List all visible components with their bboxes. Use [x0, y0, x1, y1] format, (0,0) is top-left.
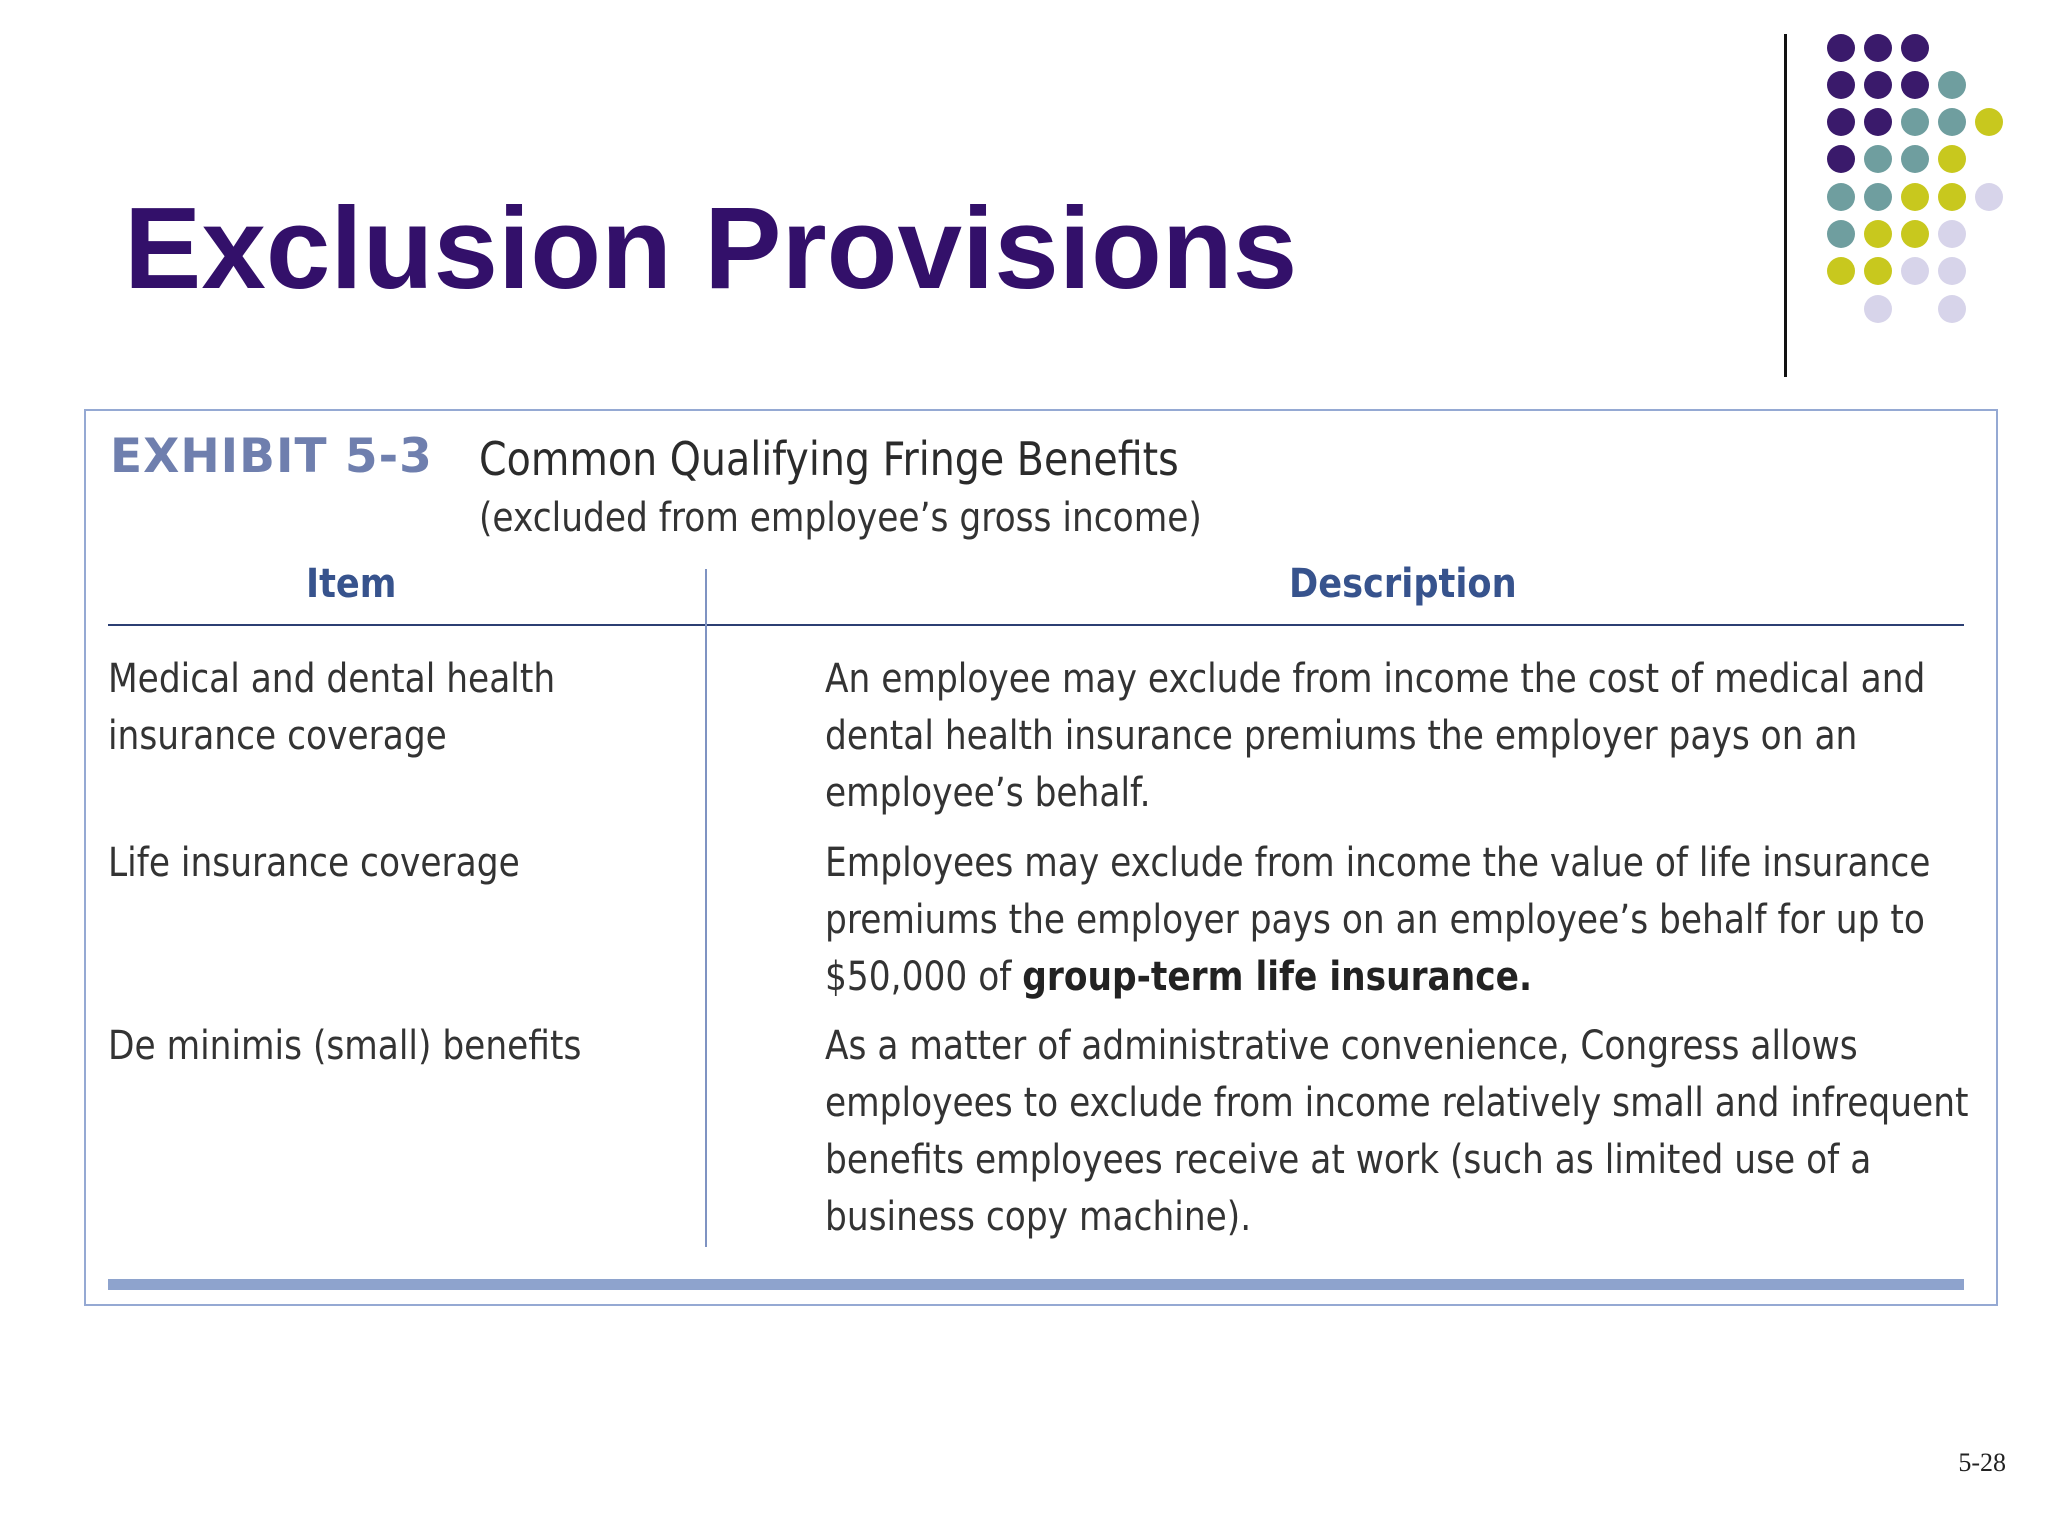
decor-dot	[1827, 257, 1855, 285]
decor-dot	[1901, 220, 1929, 248]
decor-dot	[1938, 220, 1966, 248]
exhibit-5-3	[84, 409, 1998, 1306]
decor-dot	[1901, 71, 1929, 99]
description-line-last	[825, 949, 1969, 1006]
exhibit-label: EXHIBIT 5-3	[110, 429, 433, 484]
row-description-life-insurance	[825, 835, 1969, 1006]
exhibit-subtitle: (excluded from employee’s gross income)	[479, 495, 1202, 541]
decor-dot	[1827, 220, 1855, 248]
decor-dot	[1827, 108, 1855, 136]
exhibit-title: Common Qualifying Fringe Benefits	[479, 432, 1179, 486]
title-divider	[1784, 34, 1787, 377]
decor-dot	[1901, 183, 1929, 211]
decor-dot	[1901, 257, 1929, 285]
decor-dot	[1864, 145, 1892, 173]
description-line: benefits employees receive at work (such as limited use of a	[825, 1137, 1872, 1183]
decor-dot	[1901, 108, 1929, 136]
decor-dot	[1864, 257, 1892, 285]
row-description-medical-dental	[825, 651, 1969, 822]
description-line: employees to exclude from income relatively small and infrequent	[825, 1080, 1969, 1126]
decor-dot	[1975, 183, 2003, 211]
description-text: $50,000 of	[825, 954, 1023, 1000]
column-header-item: Item	[306, 561, 397, 607]
decor-dot	[1827, 183, 1855, 211]
decor-dot	[1901, 34, 1929, 62]
decor-dot	[1938, 183, 1966, 211]
description-line: As a matter of administrative convenience, Congress allows	[825, 1023, 1858, 1069]
description-line: business copy machine).	[825, 1194, 1252, 1240]
decor-dot	[1827, 34, 1855, 62]
column-divider	[705, 569, 707, 1247]
row-item-life-insurance: Life insurance coverage	[108, 840, 520, 886]
decor-dot	[1864, 183, 1892, 211]
decor-dot	[1827, 71, 1855, 99]
decor-dot	[1864, 108, 1892, 136]
decor-dot	[1827, 145, 1855, 173]
header-rule	[108, 624, 1964, 626]
decor-dot	[1938, 257, 1966, 285]
row-item-medical-dental: Medical and dental health insurance coverage	[108, 656, 556, 759]
column-header-description: Description	[1289, 561, 1517, 607]
description-line: dental health insurance premiums the employer pays on an	[825, 713, 1858, 759]
slide-title: Exclusion Provisions	[124, 183, 1298, 313]
decor-dot	[1864, 220, 1892, 248]
description-line: employee’s behalf.	[825, 770, 1151, 816]
decor-dot	[1975, 108, 2003, 136]
description-line: premiums the employer pays on an employee’s behalf for up to	[825, 897, 1925, 943]
decor-dot	[1938, 71, 1966, 99]
decor-dot	[1864, 34, 1892, 62]
decor-dot	[1938, 295, 1966, 323]
exhibit-bottom-bar	[108, 1279, 1964, 1290]
slide-number: 5-28	[1958, 1448, 2006, 1477]
decor-dot	[1864, 295, 1892, 323]
description-line: An employee may exclude from income the cost of medical and	[825, 656, 1926, 702]
decor-dot	[1938, 108, 1966, 136]
row-description-de-minimis	[825, 1018, 1969, 1246]
description-line: Employees may exclude from income the value of life insurance	[825, 840, 1931, 886]
decor-dot	[1938, 145, 1966, 173]
group-term-life-insurance-term: group-term life insurance.	[1022, 954, 1533, 1000]
row-item-de-minimis: De minimis (small) benefits	[108, 1023, 582, 1069]
decor-dot	[1864, 71, 1892, 99]
decor-dot	[1901, 145, 1929, 173]
